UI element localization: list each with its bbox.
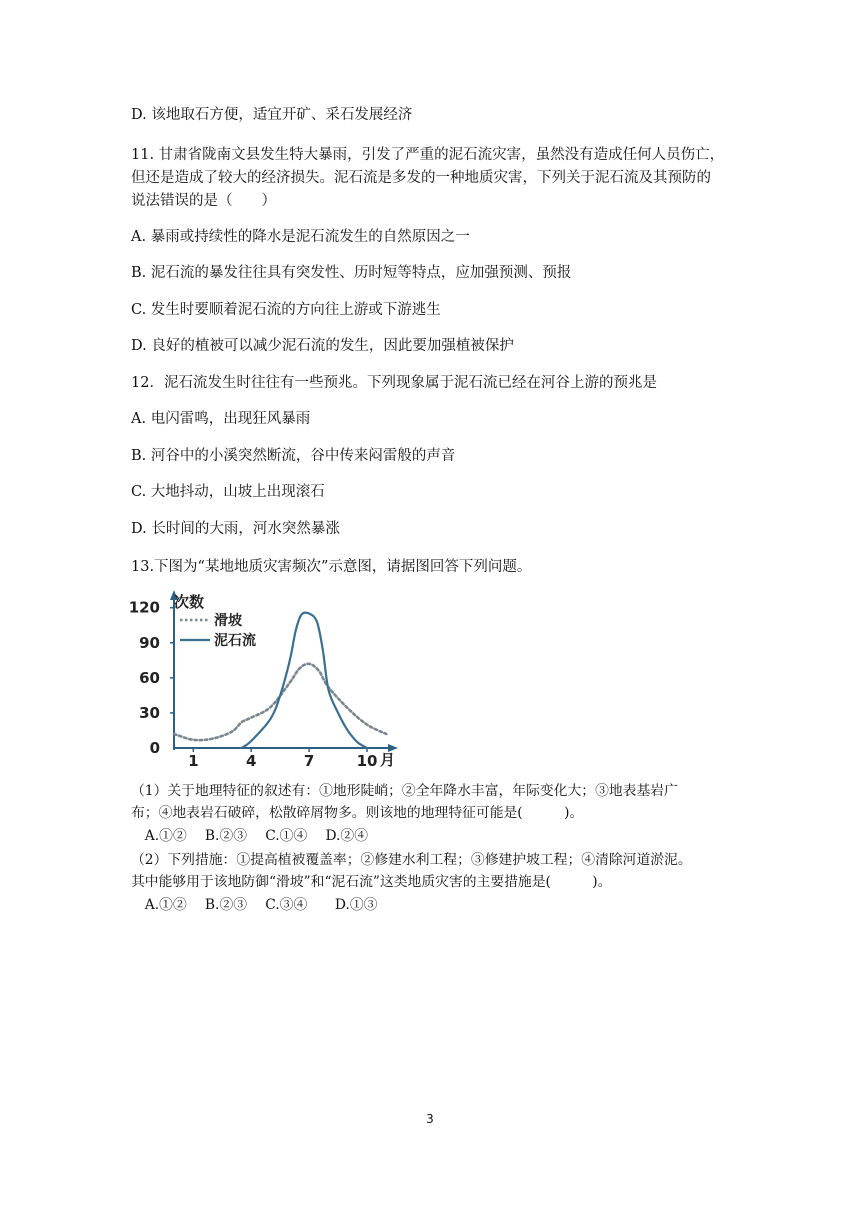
page-number: 3 (426, 1112, 434, 1126)
series-line-debris-flow (242, 613, 367, 748)
q11-option-d: D. 良好的植被可以减少泥石流的发生，因此要加强植被保护 (131, 338, 514, 354)
q10-option-d: D. 该地取石方便，适宜开矿、采石发展经济 (131, 107, 413, 123)
q11-stem-line-1: 11. 甘肃省陇南文县发生特大暴雨，引发了严重的泥石流灾害，虽然没有造成任何人员伤亡， (131, 147, 725, 163)
q13-sub1-line-2: 布；④地表岩石破碎，松散碎屑物多。则该地的地理特征可能是( )。 (131, 805, 584, 821)
chart-legend (180, 612, 256, 649)
y-tick-label: 30 (139, 703, 160, 722)
y-tick-label: 0 (149, 739, 160, 757)
q13-sub1-options: A.①② B.②③ C.①④ D.②④ (131, 828, 368, 844)
y-tick-label: 90 (139, 633, 160, 652)
q13-sub1-line-1: （1）关于地理特征的叙述有：①地形陡峭；②全年降水丰富，年际变化大；③地表基岩广 (131, 783, 678, 799)
q12-stem: 12．泥石流发生时往往有一些预兆。下列现象属于泥石流已经在河谷上游的预兆是 (131, 375, 657, 391)
q11-option-b: B. 泥石流的暴发往往具有突发性、历时短等特点，应加强预测、预报 (131, 265, 572, 281)
x-tick-label: 7 (303, 752, 315, 770)
q13-stem: 13.下图为“某地地质灾害频次”示意图，请据图回答下列问题。 (131, 559, 532, 575)
q12-option-a: A. 电闪雷鸣，出现狂风暴雨 (131, 411, 311, 427)
y-tick-label: 60 (139, 668, 160, 687)
x-tick-label: 1 (188, 752, 199, 770)
x-tick-label: 4 (245, 752, 257, 770)
y-axis-label: 次数 (174, 593, 205, 611)
q12-option-d: D. 长时间的大雨，河水突然暴涨 (131, 521, 340, 537)
y-tick-label: 120 (128, 598, 160, 617)
q11-stem-line-2: 但还是造成了较大的经济损失。泥石流是多发的一种地质灾害，下列关于泥石流及其预防的 (131, 170, 711, 186)
q11-option-c: C. 发生时要顺着泥石流的方向往上游或下游逃生 (131, 302, 441, 318)
q13-sub2-line-2: 其中能够用于该地防御“滑坡”和“泥石流”这类地质灾害的主要措施是( )。 (131, 874, 612, 890)
q11-stem-line-3: 说法错误的是（ ） (131, 193, 276, 209)
q12-option-c: C. 大地抖动，山坡上出现滚石 (131, 484, 325, 500)
legend-label-debris-flow: 泥石流 (214, 633, 256, 649)
q13-sub2-line-1: （2）下列措施：①提高植被覆盖率；②修建水利工程；③修建护坡工程；④清除河道淤泥。 (131, 852, 692, 868)
q11-option-a: A. 暴雨或持续性的降水是泥石流发生的自然原因之一 (131, 229, 470, 245)
q12-option-b: B. 河谷中的小溪突然断流，谷中传来闷雷般的声音 (131, 448, 456, 464)
q13-sub2-options: A.①② B.②③ C.③④ D.①③ (131, 897, 378, 913)
legend-label-landslide: 滑坡 (214, 613, 242, 629)
x-axis-label: 月 (380, 751, 396, 769)
series-line-landslide (174, 664, 386, 740)
disaster-frequency-chart (128, 588, 404, 773)
x-tick-label: 10 (356, 752, 378, 770)
